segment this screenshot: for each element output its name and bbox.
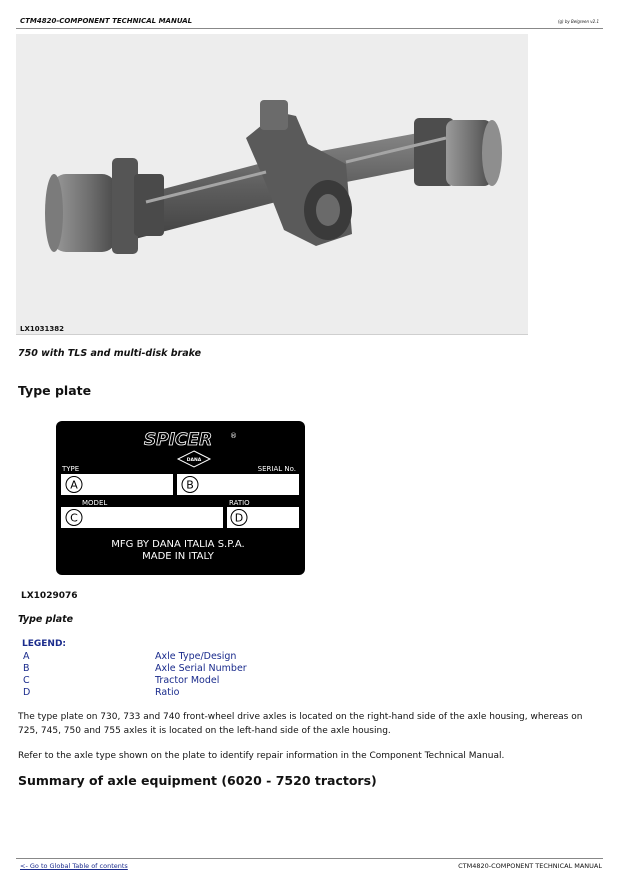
legend-letter: D [23, 687, 31, 698]
header-title: CTM4820-COMPONENT TECHNICAL MANUAL [20, 17, 193, 25]
legend-letter: B [23, 663, 30, 674]
figure2-code: LX1029076 [21, 591, 78, 601]
legend-text: Axle Serial Number [155, 663, 247, 674]
legend-heading: LEGEND: [22, 639, 67, 649]
figure1-caption: 750 with TLS and multi-disk brake [18, 348, 202, 359]
header-divider [16, 28, 603, 29]
type-plate-drawing [56, 421, 305, 575]
legend-text: Axle Type/Design [155, 651, 237, 662]
figure2-caption: Type plate [18, 614, 74, 625]
global-toc-link[interactable]: <- Go to Global Table of contents [20, 862, 128, 870]
header-credit: (g) by Belgreen v2.1 [557, 19, 599, 24]
type-plate-image [56, 421, 305, 575]
section-title-summary: Summary of axle equipment (6020 - 7520 tractors) [18, 773, 377, 788]
page-header [16, 0, 603, 28]
axle-illustration [16, 34, 528, 334]
section-title-type-plate: Type plate [18, 383, 92, 398]
plate-badge: DANA [186, 458, 202, 463]
plate-marker-c: C [70, 511, 78, 525]
legend-text: Tractor Model [155, 675, 220, 686]
plate-brand: SPICER [144, 430, 213, 450]
plate-ratio-label: RATIO [229, 499, 250, 507]
figure1-code: LX1031382 [20, 325, 64, 333]
body-paragraph: Refer to the axle type shown on the plate to identify repair information in the Component Technical Manual. [18, 751, 505, 761]
plate-marker-b: B [186, 478, 194, 492]
plate-model-label: MODEL [82, 499, 108, 507]
plate-type-label: TYPE [62, 465, 80, 473]
plate-mfg-line1: MFG BY DANA ITALIA S.P.A. [111, 539, 245, 550]
legend-letter: A [23, 651, 30, 662]
footer-divider [16, 858, 603, 859]
legend-text: Ratio [155, 687, 180, 698]
plate-marker-a: A [70, 478, 78, 492]
axle-photo [16, 34, 528, 335]
plate-marker-d: D [234, 511, 244, 525]
plate-mfg-line2: MADE IN ITALY [142, 551, 214, 562]
footer-title: CTM4820-COMPONENT TECHNICAL MANUAL [458, 862, 602, 870]
body-paragraph: The type plate on 730, 733 and 740 front-wheel drive axles is located on the right-hand side of the axle housing, whereas on 725, 745, 750 and 755 axles it is located on the left-hand side of the axle housing. [18, 712, 583, 736]
plate-registered-mark: ® [230, 432, 237, 440]
plate-serial-label: SERIAL No. [257, 465, 296, 473]
plate-field-b [177, 474, 299, 495]
plate-field-c [61, 507, 223, 528]
legend-letter: C [23, 675, 30, 686]
